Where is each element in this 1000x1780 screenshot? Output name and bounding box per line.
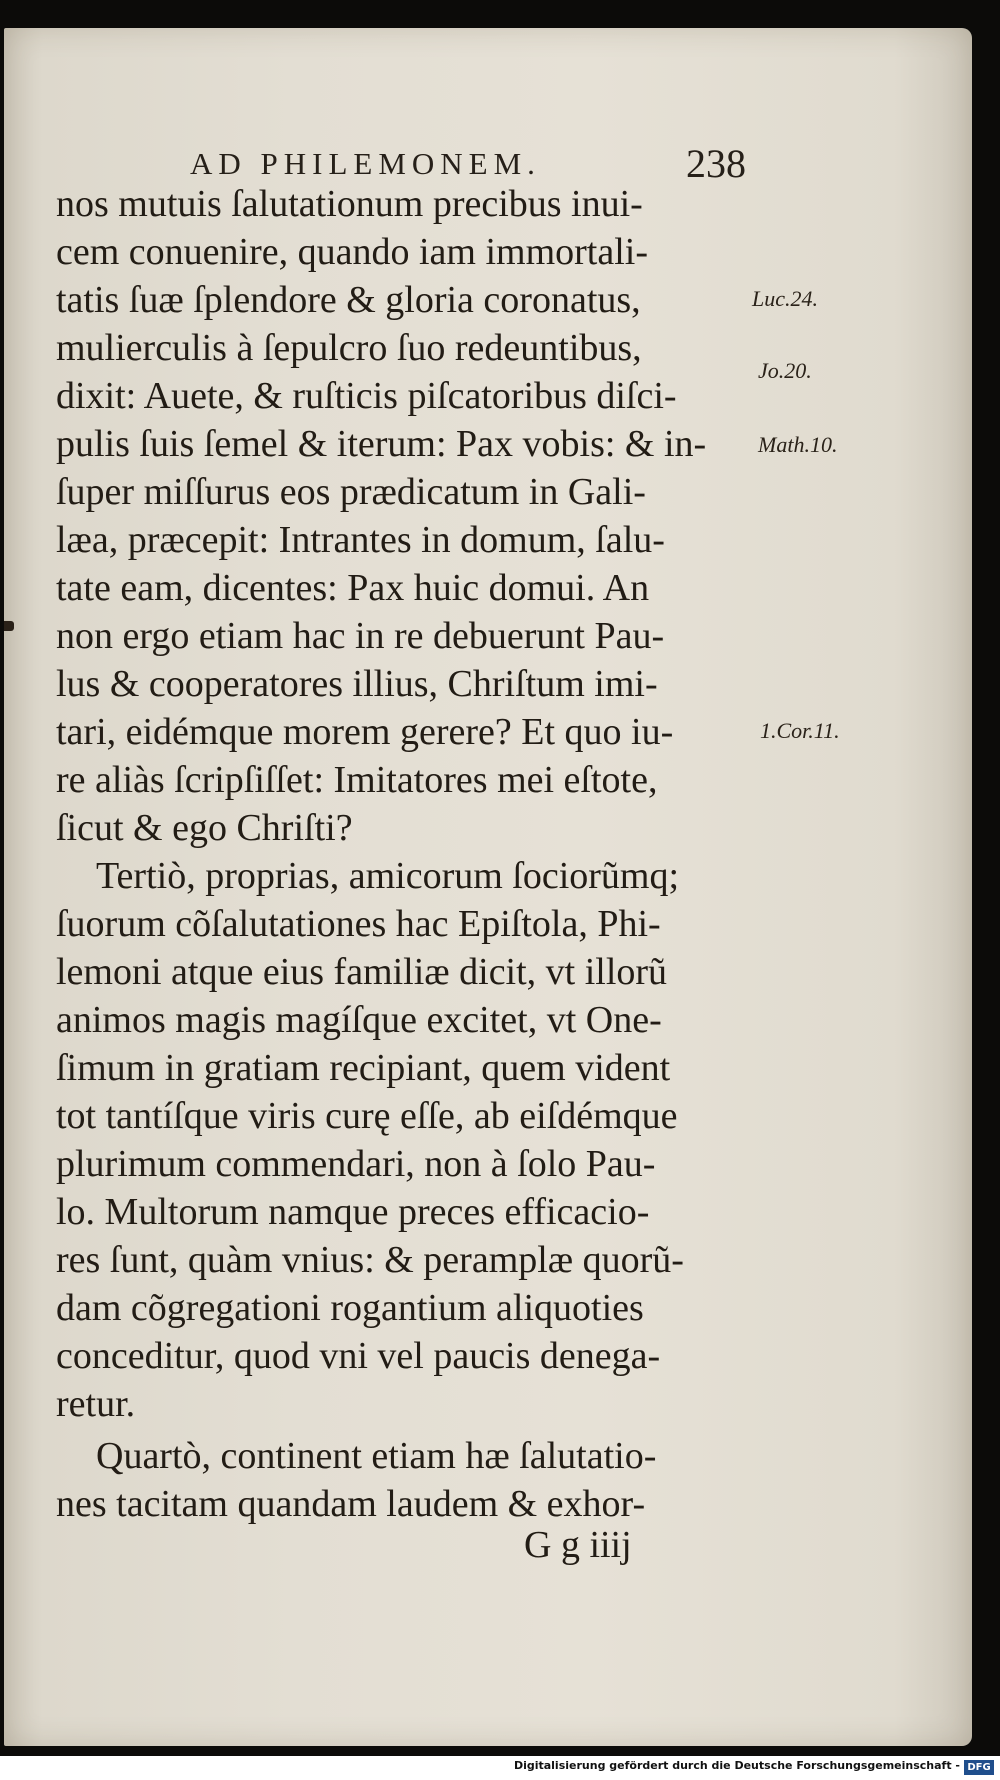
- running-head-title: AD PHILEMONEM.: [190, 146, 541, 181]
- signature-mark: G g iiij: [524, 1524, 632, 1566]
- page-edge-mark: [4, 621, 14, 631]
- text-line-27: Quartò, continent etiam hæ ſalutatio-: [96, 1435, 657, 1477]
- text-line-3: tatis ſuæ ſplendore & gloria coronatus,: [56, 279, 641, 321]
- text-line-10: non ergo etiam hac in re debuerunt Pau-: [56, 615, 665, 657]
- text-line-6: pulis ſuis ſemel & iterum: Pax vobis: & in-: [56, 423, 707, 465]
- text-line-15: Tertiò, proprias, amicorum ſociorũmq;: [96, 855, 680, 897]
- text-line-25: conceditur, quod vni vel paucis denega-: [56, 1335, 661, 1377]
- text-line-28: nes tacitam quandam laudem & exhor-: [56, 1483, 646, 1525]
- text-line-5: dixit: Auete, & ruſticis piſcatoribus diſci-: [56, 375, 677, 417]
- margin-note-cor: 1.Cor.11.: [760, 718, 840, 743]
- text-line-24: dam cõgregationi rogantium aliquoties: [56, 1287, 644, 1329]
- text-line-7: ſuper miſſurus eos prædicatum in Gali-: [56, 471, 646, 513]
- page-number: 238: [686, 141, 746, 186]
- text-line-8: læa, præcepit: Intrantes in domum, ſalu-: [56, 519, 665, 561]
- text-line-9: tate eam, dicentes: Pax huic domui. An: [56, 567, 650, 609]
- digitization-footer: [0, 1756, 1000, 1780]
- text-line-4: mulierculis à ſepulcro ſuo redeuntibus,: [56, 327, 642, 369]
- text-line-11: lus & cooperatores illius, Chriſtum imi-: [56, 663, 658, 705]
- book-page: [4, 28, 972, 1746]
- text-line-12: tari, eidémque morem gerere? Et quo iu-: [56, 711, 674, 753]
- text-line-23: res ſunt, quàm vnius: & peramplæ quorũ-: [56, 1239, 684, 1281]
- text-line-18: animos magis magíſque excitet, vt One-: [56, 999, 662, 1041]
- text-line-2: cem conuenire, quando iam immortali-: [56, 231, 648, 273]
- margin-note-math: Math.10.: [758, 432, 838, 457]
- text-line-14: ſicut & ego Chriſti?: [56, 807, 353, 849]
- dfg-logo: DFG: [964, 1760, 994, 1775]
- text-line-21: plurimum commendari, non à ſolo Pau-: [56, 1143, 656, 1185]
- text-line-26: retur.: [56, 1383, 136, 1425]
- text-line-17: lemoni atque eius familiæ dicit, vt illorũ: [56, 951, 668, 993]
- text-line-22: lo. Multorum namque preces efficacio-: [56, 1191, 650, 1233]
- text-line-1: nos mutuis ſalutationum precibus inui-: [56, 183, 643, 225]
- text-line-16: ſuorum cõſalutationes hac Epiſtola, Phi-: [56, 903, 661, 945]
- margin-note-jo: Jo.20.: [758, 358, 812, 383]
- text-line-13: re aliàs ſcripſiſſet: Imitatores mei eſtote,: [56, 759, 658, 801]
- margin-note-luc: Luc.24.: [752, 286, 818, 311]
- text-line-19: ſimum in gratiam recipiant, quem vident: [56, 1047, 671, 1089]
- footer-credit: Digitalisierung gefördert durch die Deutsche Forschungsgemeinschaft -: [513, 1759, 960, 1772]
- text-line-20: tot tantíſque viris curę eſſe, ab eiſdémque: [56, 1095, 678, 1137]
